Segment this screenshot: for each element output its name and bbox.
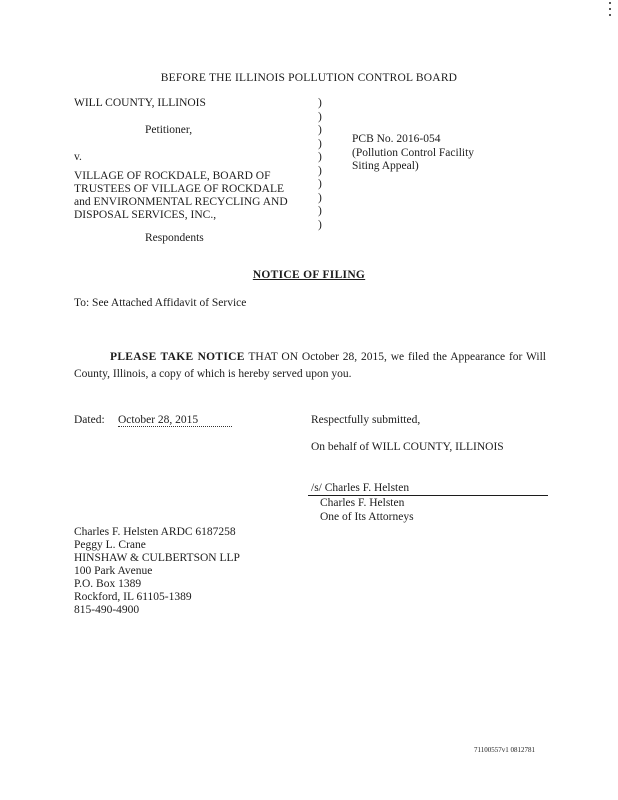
paren: ) xyxy=(318,137,322,150)
attorney-line: HINSHAW & CULBERTSON LLP xyxy=(74,552,240,564)
case-type-line: (Pollution Control Facility xyxy=(352,147,475,159)
paren: ) xyxy=(318,124,322,136)
to-line: To: See Attached Affidavit of Service xyxy=(74,297,247,309)
document-title: NOTICE OF FILING xyxy=(252,269,366,281)
attorney-line: Peggy L. Crane xyxy=(74,539,146,551)
dated-label: Dated: xyxy=(74,414,105,426)
electronic-signature: /s/ Charles F. Helsten xyxy=(311,482,410,494)
attorney-block xyxy=(74,526,240,617)
signer-name: Charles F. Helsten xyxy=(320,497,405,509)
caption-parentheses xyxy=(318,97,326,232)
respondent-names xyxy=(74,170,288,222)
closing: Respectfully submitted, xyxy=(311,414,421,426)
on-behalf: On behalf of WILL COUNTY, ILLINOIS xyxy=(311,441,504,453)
respondent-line: TRUSTEES OF VILLAGE OF ROCKDALE xyxy=(74,183,284,195)
signer-title: One of Its Attorneys xyxy=(320,511,414,523)
paren: ) xyxy=(318,191,322,204)
paren: ) xyxy=(318,110,322,123)
case-type-line: Siting Appeal) xyxy=(352,160,419,172)
paren: ) xyxy=(318,218,322,231)
petitioner-name: WILL COUNTY, ILLINOIS xyxy=(74,97,206,109)
case-number: PCB No. 2016-054 xyxy=(352,133,441,145)
notice-paragraph xyxy=(74,349,546,383)
notice-body: THAT ON October 28, 2015, we filed the Appearance for Will County, Illinois, a copy of which is hereby served upon you. xyxy=(74,351,546,380)
attorney-line: P.O. Box 1389 xyxy=(74,578,142,590)
attorney-line: 815-490-4900 xyxy=(74,604,140,616)
paren: ) xyxy=(318,151,322,163)
versus: v. xyxy=(74,151,82,163)
paren: ) xyxy=(318,205,322,217)
respondent-role: Respondents xyxy=(145,232,204,244)
attorney-line: Charles F. Helsten ARDC 6187258 xyxy=(74,526,236,538)
footer-code: 71100557v1 0812781 xyxy=(474,746,535,754)
dated-value: October 28, 2015 xyxy=(118,414,232,427)
signature-line xyxy=(308,495,548,496)
paren: ) xyxy=(318,164,322,177)
paren: ) xyxy=(318,178,322,190)
attorney-line: Rockford, IL 61105-1389 xyxy=(74,591,192,603)
respondent-line: VILLAGE OF ROCKDALE, BOARD OF xyxy=(74,170,271,182)
attorney-line: 100 Park Avenue xyxy=(74,565,153,577)
paren: ) xyxy=(318,97,322,109)
court-heading: BEFORE THE ILLINOIS POLLUTION CONTROL BOARD xyxy=(160,72,458,84)
respondent-line: DISPOSAL SERVICES, INC., xyxy=(74,209,217,221)
margin-speck-marks xyxy=(609,2,612,20)
petitioner-role: Petitioner, xyxy=(145,124,193,136)
respondent-line: and ENVIRONMENTAL RECYCLING AND xyxy=(74,196,288,208)
notice-lead: PLEASE TAKE NOTICE xyxy=(110,351,245,363)
